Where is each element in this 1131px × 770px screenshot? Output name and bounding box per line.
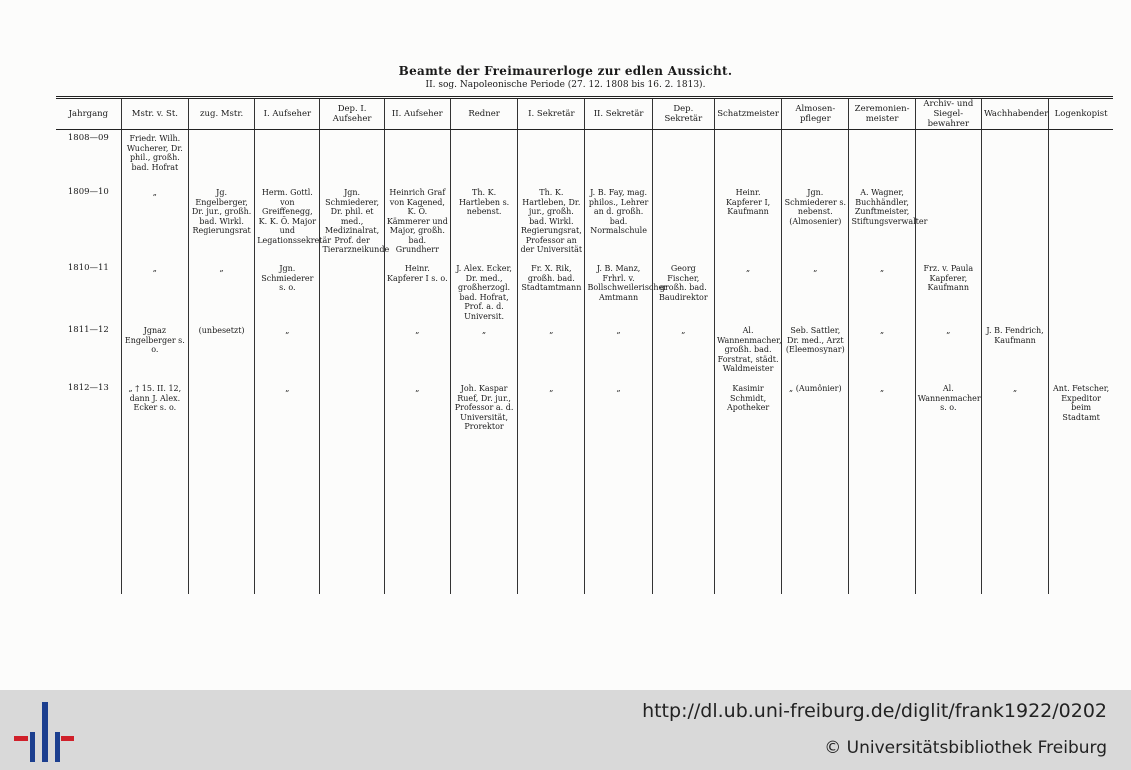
column-header: Mstr. v. St. bbox=[121, 98, 188, 130]
year-cell: 1810—11 bbox=[67, 263, 109, 273]
official-cell: J. B. Fendrich, Kaufmann bbox=[981, 322, 1048, 380]
official-cell: Kasimir Schmidt, Apotheker bbox=[714, 380, 781, 594]
official-cell: J. Alex. Ecker, Dr. med., großherzogl. bad. Hofrat, Prof. a. d. Universit. bbox=[450, 260, 517, 322]
official-cell: „ bbox=[782, 260, 849, 322]
official-cell: „ bbox=[849, 322, 915, 380]
column-header: II. Aufseher bbox=[384, 98, 450, 130]
official-cell: Seb. Sattler, Dr. med., Arzt (Eleemosynar) bbox=[782, 322, 849, 380]
official-cell: „ bbox=[188, 260, 254, 322]
official-cell: J. B. Manz, Frhrl. v. Bollschweilerischer Amtmann bbox=[585, 260, 652, 322]
document-url-link[interactable]: http://dl.ub.uni-freiburg.de/diglit/frank1922/0202 bbox=[642, 700, 1107, 722]
official-cell bbox=[981, 130, 1048, 185]
official-cell: „ (Aumônier) bbox=[782, 380, 849, 594]
official-cell: „ bbox=[255, 380, 320, 594]
column-header: Logenkopist bbox=[1049, 98, 1113, 130]
official-cell: J. B. Fay, mag. philos., Lehrer an d. großh. bad. Normalschule bbox=[585, 184, 652, 260]
official-cell: (unbesetzt) bbox=[188, 322, 254, 380]
official-cell bbox=[585, 130, 652, 185]
official-cell bbox=[518, 130, 585, 185]
official-cell: Herm. Gottl. von Greiffenegg, K. K. Ö. Major und Legationssekretär bbox=[255, 184, 320, 260]
official-cell: „ bbox=[585, 322, 652, 380]
official-cell: Joh. Kaspar Ruef, Dr. jur., Professor a. d. Universität, Prorektor bbox=[450, 380, 517, 594]
table-header-row bbox=[56, 98, 1113, 130]
year-cell: 1812—13 bbox=[67, 383, 109, 393]
official-cell: „ bbox=[849, 260, 915, 322]
official-cell: „ bbox=[121, 260, 188, 322]
official-cell: Jg. Engelberger, Dr. jur., großh. bad. Wirkl. Regierungsrat bbox=[188, 184, 254, 260]
official-cell: A. Wagner, Buchhändler, Zunftmeister, Stiftungsverwalter bbox=[849, 184, 915, 260]
column-header: I. Sekretär bbox=[518, 98, 585, 130]
column-header: Redner bbox=[450, 98, 517, 130]
official-cell: Al. Wannenmacher s. o. bbox=[915, 380, 981, 594]
official-cell bbox=[652, 184, 714, 260]
official-cell: Heinrich Graf von Kagened, K. Ö. Kämmerer und Major, großh. bad. Grundherr bbox=[384, 184, 450, 260]
official-cell bbox=[320, 130, 384, 185]
column-header: zug. Mstr. bbox=[188, 98, 254, 130]
year-cell: 1808—09 bbox=[67, 133, 109, 143]
table-row bbox=[56, 322, 1113, 380]
official-cell: Th. K. Hartleben s. nebenst. bbox=[450, 184, 517, 260]
official-cell: Heinr. Kapferer I, Kaufmann bbox=[714, 184, 781, 260]
column-header: Almosen-pfleger bbox=[782, 98, 849, 130]
column-header: I. Aufseher bbox=[255, 98, 320, 130]
official-cell: „ bbox=[384, 322, 450, 380]
official-cell bbox=[782, 130, 849, 185]
official-cell: „ † 15. II. 12, dann J. Alex. Ecker s. o. bbox=[121, 380, 188, 594]
table-row bbox=[56, 130, 1113, 185]
official-cell: „ bbox=[652, 322, 714, 380]
official-cell: „ bbox=[915, 322, 981, 380]
table-body bbox=[56, 130, 1113, 595]
table-row bbox=[56, 380, 1113, 594]
official-cell bbox=[915, 130, 981, 185]
official-cell bbox=[981, 184, 1048, 260]
table-row bbox=[56, 260, 1113, 322]
official-cell bbox=[652, 380, 714, 594]
official-cell bbox=[188, 130, 254, 185]
official-cell bbox=[849, 130, 915, 185]
official-cell bbox=[320, 322, 384, 380]
official-cell: Georg Fischer, großh. bad. Baudirektor bbox=[652, 260, 714, 322]
official-cell: Fr. X. Rik, großh. bad. Stadtamtmann bbox=[518, 260, 585, 322]
official-cell bbox=[1049, 322, 1113, 380]
university-library-logo bbox=[14, 702, 74, 762]
official-cell: Heinr. Kapferer I s. o. bbox=[384, 260, 450, 322]
column-header: Wachhabender bbox=[981, 98, 1048, 130]
official-cell: Jgn. Schmiederer s. nebenst. (Almosenier) bbox=[782, 184, 849, 260]
official-cell bbox=[384, 130, 450, 185]
column-header: Archiv- und Siegel-bewahrer bbox=[915, 98, 981, 130]
official-cell bbox=[652, 130, 714, 185]
official-cell: Al. Wannenmacher, großh. bad. Forstrat, städt. Waldmeister bbox=[714, 322, 781, 380]
column-header: Jahrgang bbox=[56, 98, 121, 130]
table-row bbox=[56, 184, 1113, 260]
official-cell: „ bbox=[255, 322, 320, 380]
official-cell: Frz. v. Paula Kapferer, Kaufmann bbox=[915, 260, 981, 322]
official-cell: Jgn. Schmiederer, Dr. phil. et med., Medizinalrat, Prof. der Tierarzneikunde bbox=[320, 184, 384, 260]
official-cell bbox=[1049, 130, 1113, 185]
official-cell: „ bbox=[585, 380, 652, 594]
official-cell bbox=[188, 380, 254, 594]
official-cell: „ bbox=[518, 380, 585, 594]
column-header: Dep. Sekretär bbox=[652, 98, 714, 130]
official-cell bbox=[1049, 260, 1113, 322]
column-header: II. Sekretär bbox=[585, 98, 652, 130]
official-cell bbox=[714, 130, 781, 185]
official-cell: „ bbox=[450, 322, 517, 380]
official-cell: „ bbox=[518, 322, 585, 380]
official-cell: Ant. Fetscher, Expeditor beim Stadtamt bbox=[1049, 380, 1113, 594]
official-cell: Friedr. Wilh. Wucherer, Dr. phil., großh. bad. Hofrat bbox=[121, 130, 188, 185]
official-cell: „ bbox=[714, 260, 781, 322]
official-cell bbox=[450, 130, 517, 185]
official-cell bbox=[320, 260, 384, 322]
official-cell bbox=[255, 130, 320, 185]
official-cell: „ bbox=[121, 184, 188, 260]
official-cell bbox=[1049, 184, 1113, 260]
official-cell: „ bbox=[981, 380, 1048, 594]
document-title: Beamte der Freimaurerloge zur edlen Aussicht. bbox=[398, 64, 733, 78]
official-cell: Jgnaz Engelberger s. o. bbox=[121, 322, 188, 380]
official-cell: Jgn. Schmiederer s. o. bbox=[255, 260, 320, 322]
column-header: Schatzmeister bbox=[714, 98, 781, 130]
copyright-notice: © Universitätsbibliothek Freiburg bbox=[824, 738, 1107, 758]
official-cell: „ bbox=[384, 380, 450, 594]
column-header: Zeremonien-meister bbox=[849, 98, 915, 130]
official-cell: Th. K. Hartleben, Dr. jur., großh. bad. Wirkl. Regierungsrat, Professor an der Universität bbox=[518, 184, 585, 260]
year-cell: 1809—10 bbox=[67, 187, 109, 197]
official-cell: „ bbox=[849, 380, 915, 594]
year-cell: 1811—12 bbox=[67, 325, 109, 335]
column-header: Dep. I. Aufseher bbox=[320, 98, 384, 130]
official-cell bbox=[320, 380, 384, 594]
document-subtitle: II. sog. Napoleonische Periode (27. 12. 1808 bis 16. 2. 1813). bbox=[425, 80, 706, 90]
official-cell bbox=[981, 260, 1048, 322]
officials-table bbox=[56, 96, 1113, 594]
